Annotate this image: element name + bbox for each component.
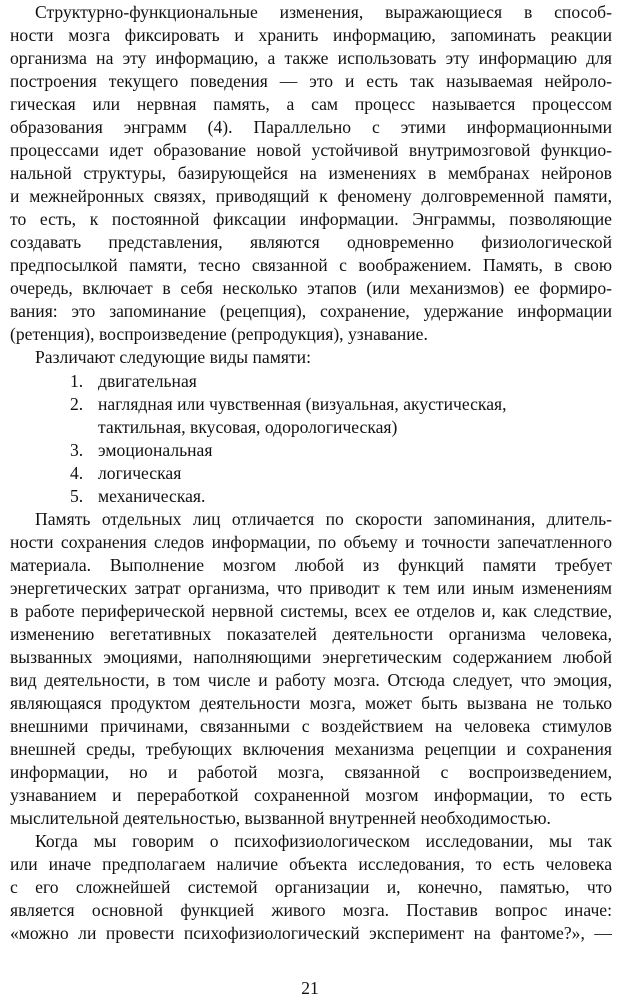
text-line: гическая или нервная память, а сам процесс называется процессом xyxy=(10,94,612,114)
list-item-number: 2. xyxy=(70,394,84,414)
text-line: вид деятельности, в том числе и работу мозга. Отсюда следует, что эмоция, xyxy=(10,670,612,690)
text-line: процессами идет образование новой устойчивой внутримозговой функцио- xyxy=(10,140,612,160)
text-line: «можно ли провести психофизиологический эксперимент на фантоме?», — xyxy=(10,923,612,943)
text-line: изменению вегетативных показателей деятельности организма человека, xyxy=(10,624,612,644)
text-line: материала. Выполнение мозгом любой из функций памяти требует xyxy=(10,555,612,575)
list-item-text: эмоциональная xyxy=(98,440,213,460)
text-line: Структурно-функциональные изменения, выражающиеся в способ- xyxy=(35,2,612,22)
page-number: 21 xyxy=(301,978,319,998)
list-item-number: 4. xyxy=(70,463,84,483)
text-line: (ретенция), воспроизведение (репродукция), узнавание. xyxy=(10,324,428,344)
text-line: создавать представления, являются одновременно физиологической xyxy=(10,232,612,252)
list-item-text: тактильная, вкусовая, одорологическая) xyxy=(98,417,398,437)
list-item-text: наглядная или чувственная (визуальная, акустическая, xyxy=(98,394,507,414)
text-line: вызванных эмоциями, наполняющими энергетическим содержанием любой xyxy=(10,647,612,667)
text-line: или иначе предполагаем наличие объекта исследования, то есть человека xyxy=(10,854,612,874)
text-line: с его сложнейшей системой организации и, конечно, памятью, что xyxy=(10,877,612,897)
text-line: Память отдельных лиц отличается по скорости запоминания, длитель- xyxy=(35,509,612,529)
text-line: нальной структуры, базирующейся на изменениях в мембранах нейронов xyxy=(10,163,612,183)
text-line: внешними причинами, связанными с воздействием на человека стимулов xyxy=(10,716,612,736)
text-line: узнаванием и переработкой сохраненной мозгом информации, то есть xyxy=(10,785,612,805)
text-line: построения текущего поведения — это и есть так называемая нейроло- xyxy=(10,71,612,91)
text-line: вания: это запоминание (рецепция), сохранение, удержание информации xyxy=(10,301,612,321)
list-item-text: механическая. xyxy=(98,486,206,506)
text-line: является основной функцией живого мозга. Поставив вопрос иначе: xyxy=(10,900,612,920)
list-item-number: 3. xyxy=(70,440,84,460)
list-item-number: 5. xyxy=(70,486,84,506)
text-line: мыслительной деятельностью, вызванной внутренней необходимостью. xyxy=(10,808,551,828)
text-line: и межнейронных связях, приводящий к феномену долговременной памяти, xyxy=(10,186,612,206)
text-line: являющаяся продуктом деятельности мозга, может быть вызвана не только xyxy=(10,693,612,713)
text-line: образования энграмм (4). Параллельно с этими информационными xyxy=(10,117,612,137)
list-intro: Различают следующие виды памяти: xyxy=(35,347,311,367)
text-line: информации, но и работой мозга, связанной с воспроизведением, xyxy=(10,762,612,782)
text-line: внешней среды, требующих включения механизма рецепции и сохранения xyxy=(10,739,612,759)
list-item-text: логическая xyxy=(98,463,182,483)
text-line: организма на эту информацию, а также использовать эту информацию для xyxy=(10,48,612,68)
text-line: предпосылкой памяти, тесно связанной с воображением. Память, в свою xyxy=(10,255,612,275)
list-item-number: 1. xyxy=(70,371,84,391)
text-line: Когда мы говорим о психофизиологическом исследовании, мы так xyxy=(35,831,612,851)
list-item-text: двигательная xyxy=(98,371,197,391)
text-line: в работе периферической нервной системы, всех ее отделов и, как следствие, xyxy=(10,601,612,621)
text-line: ности мозга фиксировать и хранить информацию, запоминать реакции xyxy=(10,25,612,45)
text-line: ности сохранения следов информации, по объему и точности запечатленного xyxy=(10,532,612,552)
text-line: энергетических затрат организма, что приводит к тем или иным изменениям xyxy=(10,578,612,598)
text-line: то есть, к постоянной фиксации информации. Энграммы, позволяющие xyxy=(10,209,612,229)
text-line: очередь, включает в себя несколько этапов (или механизмов) ее формиро- xyxy=(10,278,612,298)
